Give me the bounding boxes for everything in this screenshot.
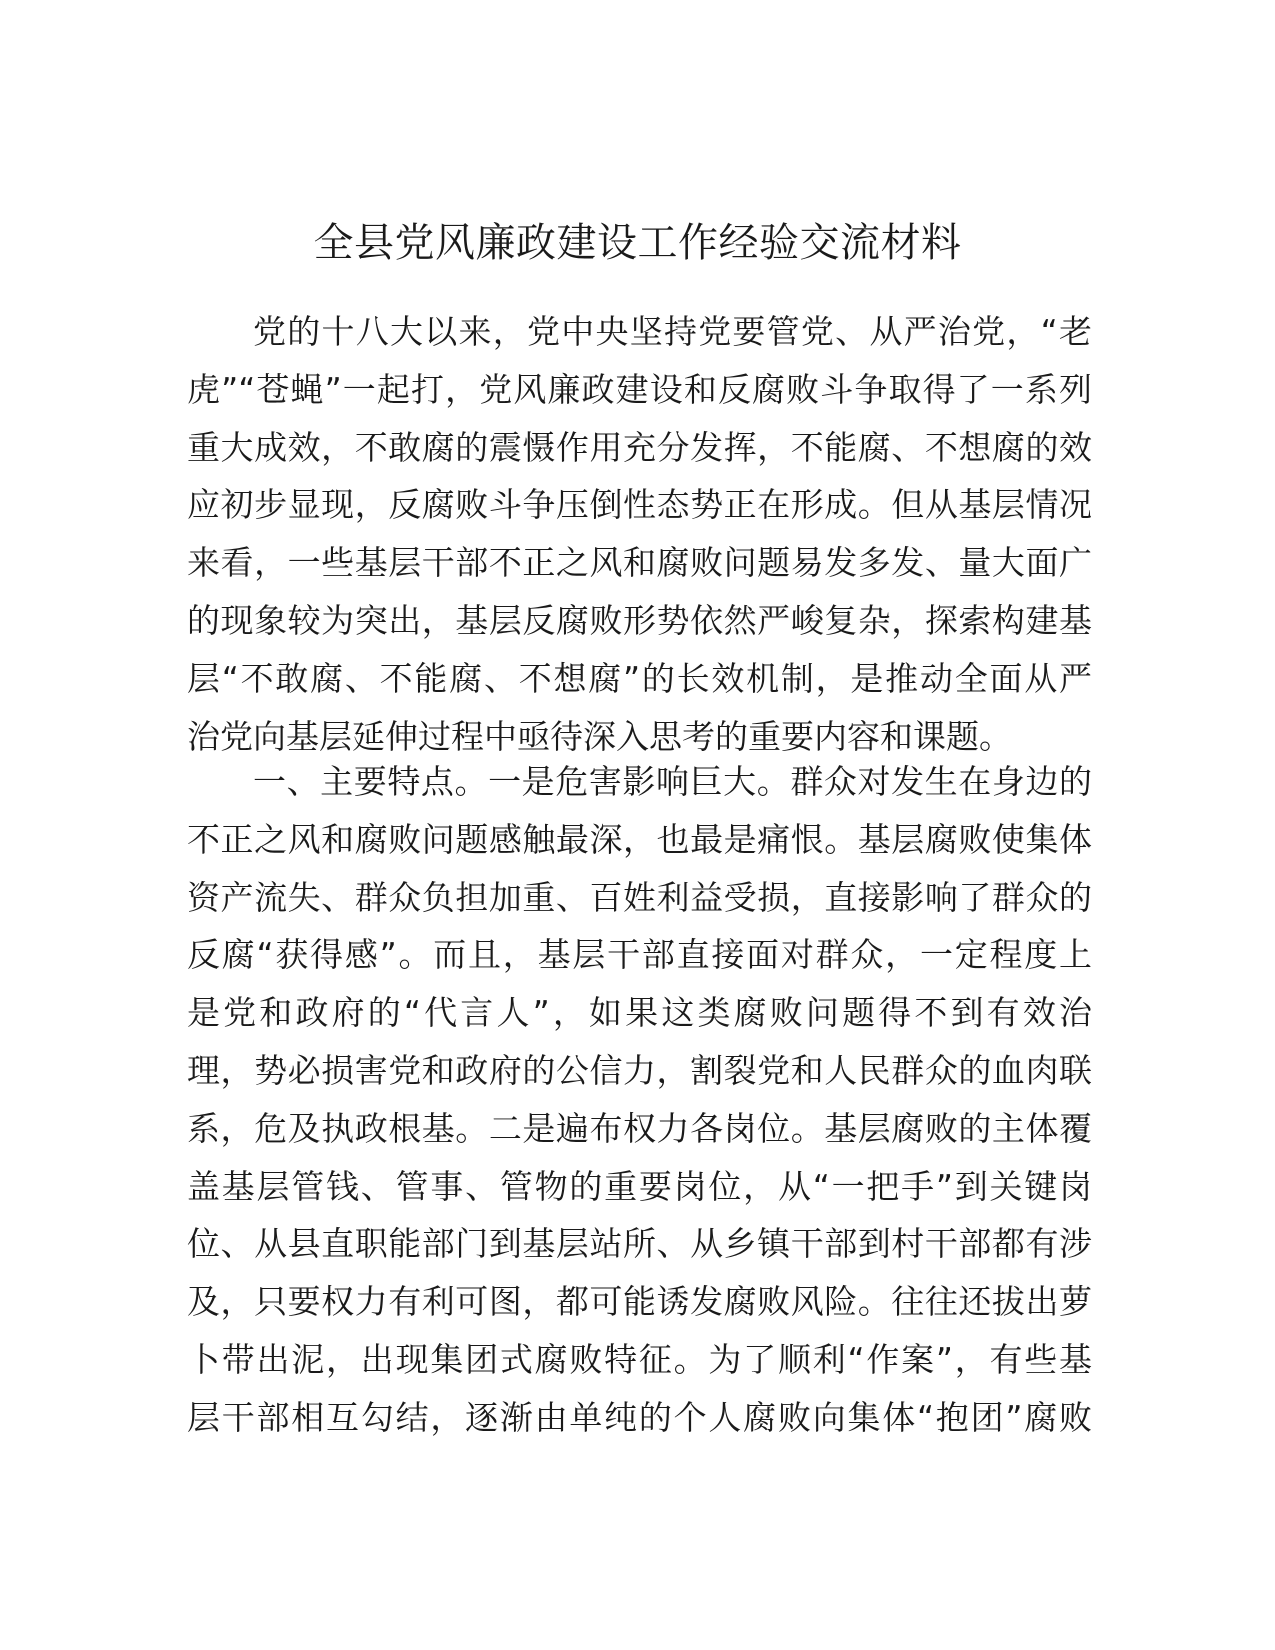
paragraph-intro — [187, 303, 1092, 765]
text-line: 一、主要特点。一是危害影响巨大。群众对发生在身边的 — [253, 762, 1092, 801]
text-line: 的现象较为突出，基层反腐败形势依然严峻复杂，探索构建基 — [187, 600, 1092, 640]
text-line: 系，危及执政根基。二是遍布权力各岗位。基层腐败的主体覆 — [187, 1108, 1092, 1148]
text-line: 盖基层管钱、管事、管物的重要岗位，从“一把手”到关键岗 — [187, 1166, 1092, 1206]
text-line: 及，只要权力有利可图，都可能诱发腐败风险。往往还拔出萝 — [187, 1282, 1092, 1322]
paragraph-main-features — [187, 753, 1092, 1447]
text-line: 反腐“获得感”。而且，基层干部直接面对群众，一定程度上 — [187, 935, 1092, 975]
text-line: 党的十八大以来，党中央坚持党要管党、从严治党，“老 — [253, 312, 1092, 351]
text-line: 位、从县直职能部门到基层站所、从乡镇干部到村干部都有涉 — [187, 1224, 1092, 1264]
text-line: 治党向基层延伸过程中亟待深入思考的重要内容和课题。 — [187, 716, 1012, 756]
text-line: 虎”“苍蝇”一起打，党风廉政建设和反腐败斗争取得了一系列 — [187, 369, 1092, 409]
text-line: 理，势必损害党和政府的公信力，割裂党和人民群众的血肉联 — [187, 1050, 1092, 1090]
text-line: 重大成效，不敢腐的震慑作用充分发挥，不能腐、不想腐的效 — [187, 427, 1092, 467]
text-line: 应初步显现，反腐败斗争压倒性态势正在形成。但从基层情况 — [187, 485, 1092, 525]
text-line: 卜带出泥，出现集团式腐败特征。为了顺利“作案”，有些基 — [187, 1339, 1092, 1379]
text-line: 资产流失、群众负担加重、百姓利益受损，直接影响了群众的 — [187, 877, 1092, 917]
text-line: 不正之风和腐败问题感触最深，也最是痛恨。基层腐败使集体 — [187, 819, 1092, 859]
text-line: 来看，一些基层干部不正之风和腐败问题易发多发、量大面广 — [187, 543, 1092, 583]
text-line: 是党和政府的“代言人”，如果这类腐败问题得不到有效治 — [187, 993, 1092, 1033]
text-line: 层干部相互勾结，逐渐由单纯的个人腐败向集体“抱团”腐败 — [187, 1397, 1092, 1437]
text-line: 层“不敢腐、不能腐、不想腐”的长效机制，是推动全面从严 — [187, 658, 1092, 698]
document-title: 全县党风廉政建设工作经验交流材料 — [313, 220, 962, 266]
